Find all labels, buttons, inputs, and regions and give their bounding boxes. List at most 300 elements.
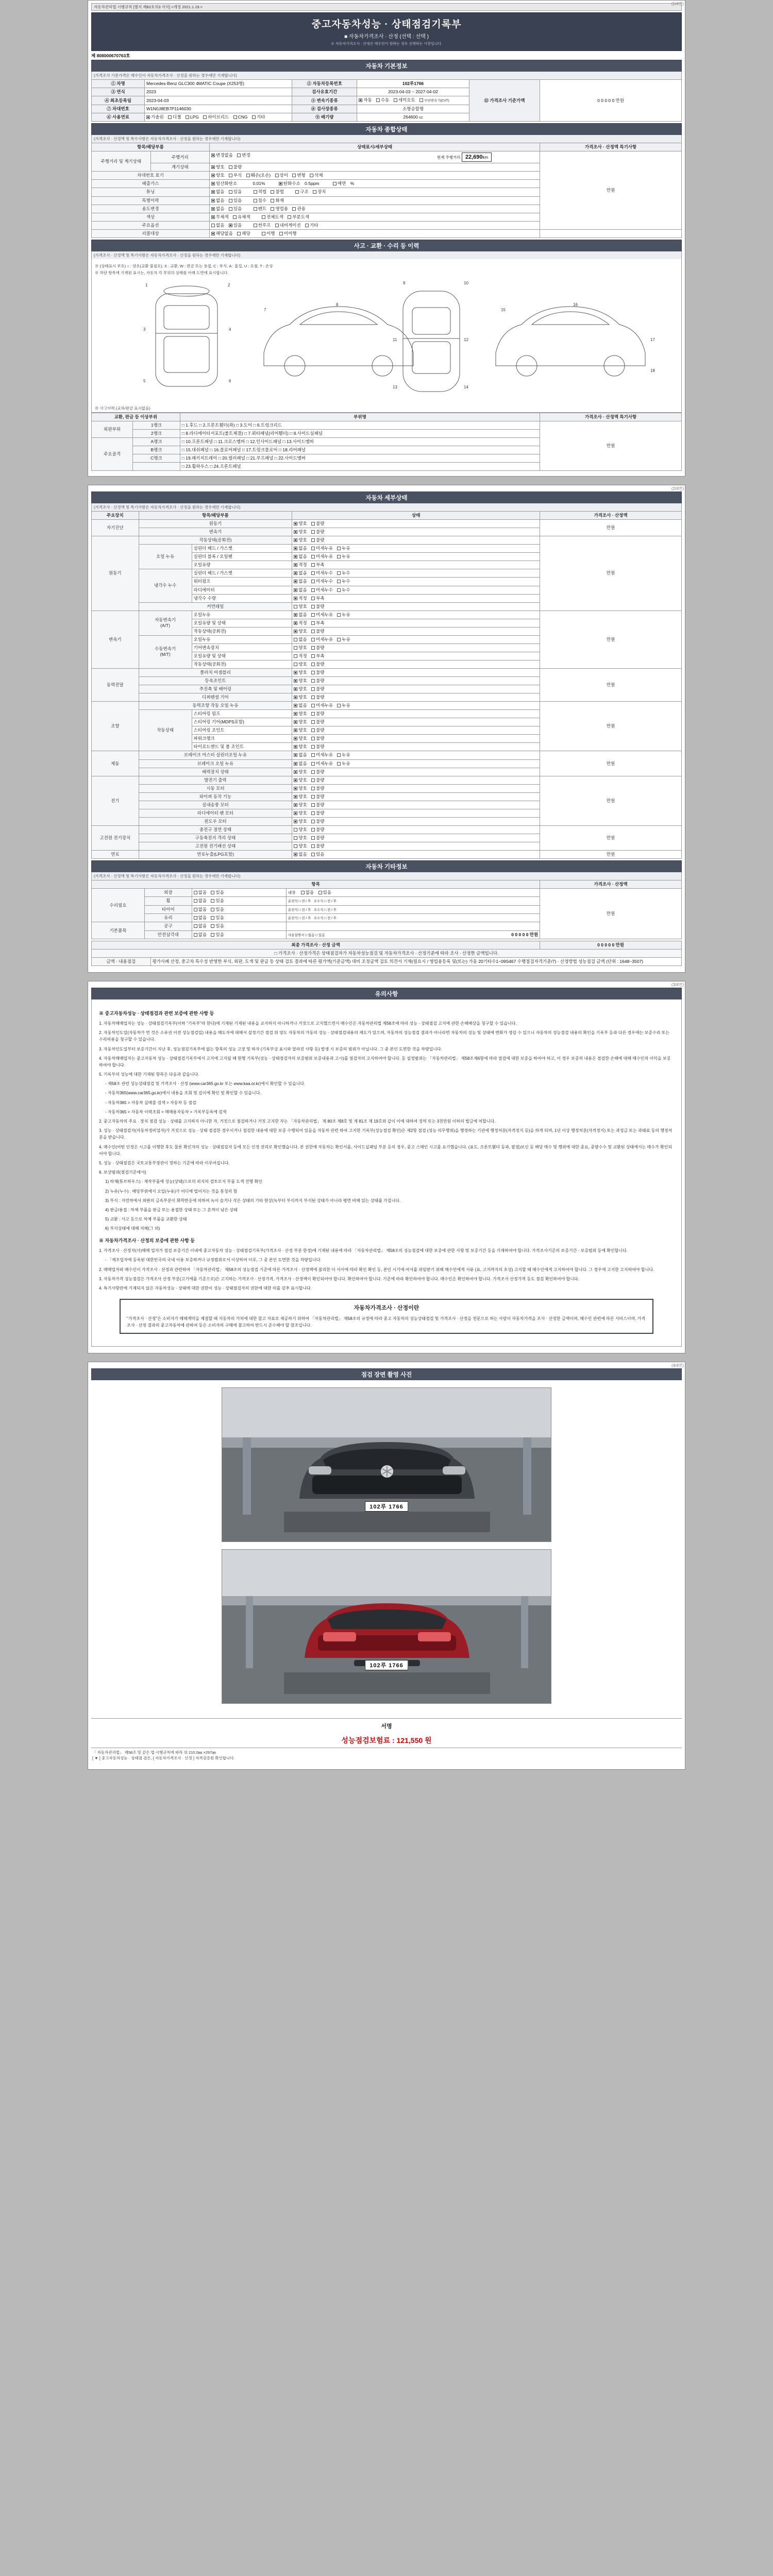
- detail-state-battery-iso: 양호 불량: [292, 834, 540, 842]
- checkbox-psl-leak[interactable]: [337, 704, 341, 707]
- checkbox-ext-yes[interactable]: [211, 891, 214, 894]
- detail-price-steering: 만원: [540, 702, 682, 751]
- checkbox-cp-good[interactable]: [294, 828, 297, 832]
- fee-value: 121,550 원: [396, 1736, 432, 1745]
- value-first-reg: 2023-04-03: [145, 96, 292, 105]
- detail-part-coolant-amount: 냉각수 수량: [192, 594, 292, 602]
- diagram-number: 12: [464, 337, 468, 342]
- value-car-name: Mercedes-Benz GLC300 4MATIC Coupe (X253형): [145, 80, 292, 88]
- checkbox-mt-none[interactable]: [294, 638, 297, 641]
- checkbox-tuning-none[interactable]: [211, 190, 215, 194]
- detail-part-oil-amount: 오일유량: [192, 561, 292, 569]
- checkbox-mileage-change[interactable]: [237, 154, 241, 157]
- footer-note-2: [ ▼ ] 중고자동차성능 · 상태점 검은, [ 자동차가격조사 · 산정 ] 자격검증원 확인합니다.: [92, 1755, 235, 1760]
- checkbox-blower-bad[interactable]: [311, 803, 315, 807]
- notice-heading-2: ※ 자동차가격조사 · 산정의 보증에 관한 사항 등: [99, 1238, 195, 1244]
- checkbox-mtg-bad[interactable]: [311, 646, 315, 650]
- notice-item: 4. 특기사항란에 기재되지 않은 자동차성능 · 상태에 대한 권한이 성능 · 상태점검자의 권한에 대한 의를 갖추 표시합니다.: [99, 1286, 312, 1291]
- checkbox-tire-none[interactable]: [194, 908, 197, 911]
- checkbox-hg-none[interactable]: [294, 547, 297, 550]
- checkbox-wiper-good[interactable]: [294, 795, 297, 799]
- section-overall-note: (가격조사 · 산정액 및 특수사항은 자동차가격조사 · 산정을 원하는 경우에만 기재합니다): [91, 135, 682, 143]
- checkbox-color-chromatic[interactable]: [233, 215, 237, 219]
- header-detail-device: 주요장치: [92, 512, 139, 520]
- detail-state-at-amount: 적정 부족: [292, 619, 540, 627]
- notice-item: 5. 기록부의 성능에 대한 기재된 항목은 다음과 같습니다.: [99, 1072, 199, 1077]
- other-part-wheel: 휠: [145, 897, 192, 905]
- checkbox-sd-trans-bad[interactable]: [311, 530, 315, 534]
- checkbox-recall-yes[interactable]: [237, 232, 241, 235]
- checkbox-rf-good[interactable]: [294, 811, 297, 815]
- checkbox-ata-ok[interactable]: [294, 621, 297, 625]
- checkbox-fuel-diesel[interactable]: [168, 115, 172, 119]
- checkbox-bst-good[interactable]: [294, 770, 297, 774]
- checkbox-oa-low[interactable]: [311, 563, 315, 567]
- checkbox-trans-semi[interactable]: [394, 98, 397, 102]
- frame-rank-4: B랭크: [133, 446, 180, 454]
- section-detail-state: 자동차 세부상태: [91, 492, 682, 503]
- checkbox-bo-none[interactable]: [294, 762, 297, 766]
- checkbox-special-yes[interactable]: [229, 199, 232, 202]
- checkbox-oa-ok[interactable]: [294, 563, 297, 567]
- diagram-number: 1: [145, 282, 148, 287]
- checkbox-mc-leak[interactable]: [337, 753, 341, 757]
- row-sublabel-mileage: 주행거리: [150, 151, 210, 163]
- checkbox-option-navi[interactable]: [275, 224, 279, 227]
- checkbox-clutch-bad[interactable]: [311, 671, 315, 674]
- frame-damage-table: [91, 413, 682, 471]
- inspection-photo-rear: [222, 1549, 551, 1704]
- row-value-options: 없음 있음 썬루프 내비게이션 기타: [210, 221, 540, 229]
- row-label-vin-mark: 차대번호 표기: [92, 172, 210, 180]
- checkbox-special-flood[interactable]: [254, 199, 257, 202]
- checkbox-fuel-cng[interactable]: [233, 115, 237, 119]
- checkbox-tuning-structure[interactable]: [295, 190, 299, 194]
- checkbox-bp-minor[interactable]: [311, 555, 315, 558]
- checkbox-recall-done[interactable]: [262, 232, 265, 235]
- row-value-mileage: 변경없음 변경 현재 주행거리 22,690km: [210, 151, 540, 163]
- checkbox-st-bad[interactable]: [311, 787, 315, 790]
- checkbox-at-minor[interactable]: [311, 613, 315, 617]
- car-damage-diagram: [94, 276, 679, 404]
- checkbox-wp-leak[interactable]: [337, 580, 341, 583]
- checkbox-cp-bad[interactable]: [311, 828, 315, 832]
- total-price-table: [91, 941, 682, 966]
- checkbox-option-none[interactable]: [211, 224, 215, 227]
- row-label-mileage: 주행거리 및 계기상태: [92, 151, 151, 172]
- checkbox-tuning-illegal[interactable]: [271, 190, 274, 194]
- basic-info-table: [91, 79, 682, 122]
- header-frame-part: 교환, 판금 등 이상부위: [92, 413, 180, 421]
- detail-state-mt-amount: 적정 부족: [292, 652, 540, 660]
- checkbox-psl-none[interactable]: [294, 704, 297, 707]
- checkbox-ext-none[interactable]: [194, 891, 197, 894]
- checkbox-int-none[interactable]: [301, 891, 305, 894]
- checkbox-option-sunroof[interactable]: [254, 224, 257, 227]
- notice-heading-1: ※ 중고자동차성능 · 상태점검과 관련 보증에 관한 사항 등: [99, 1011, 214, 1016]
- detail-state-mt-idle: 양호 불량: [292, 660, 540, 668]
- row-value-special-history: 없음 있음 침수 화재: [210, 196, 540, 205]
- checkbox-option-yes[interactable]: [229, 224, 232, 227]
- notice-item: 3. 자동차인도일부터 보증기간이 지난 후, 성능점검기록부에 없는 항목의 성능 고장 및 하자 (기록부상 표시와 달라진 사항 등) 발생 시 보증의 범위가 아닙니다. 그 중 본인 도면한 것을 차량입니다.: [99, 1046, 443, 1052]
- checkbox-ch-leak[interactable]: [337, 571, 341, 575]
- checkbox-sd-trans-good[interactable]: [294, 530, 297, 534]
- detail-state-coolant-head: 없음 미세누수 누수: [292, 569, 540, 578]
- recall-price-cell: [540, 229, 682, 238]
- checkbox-emission-co[interactable]: [211, 182, 215, 185]
- car-diagram-svg: [94, 276, 671, 404]
- checkbox-sj-good[interactable]: [294, 728, 297, 732]
- checkbox-bi-good[interactable]: [294, 836, 297, 840]
- checkbox-tr-good[interactable]: [294, 745, 297, 749]
- checkbox-diff-bad[interactable]: [311, 696, 315, 699]
- checkbox-st-good[interactable]: [294, 787, 297, 790]
- checkbox-ati-good[interactable]: [294, 630, 297, 633]
- detail-part-idle: 작동상태(공회전): [139, 536, 292, 545]
- checkbox-tri-yes[interactable]: [211, 933, 214, 937]
- notice-body: [91, 999, 682, 1347]
- total-amount-cell: 0 0 0 0 0 만원: [540, 941, 682, 949]
- frame-rank-1: 1랭크: [133, 421, 180, 429]
- section-detail-note: (가격조사 · 산정액 및 특기사항은 자동차가격조사 · 산정을 원하는 경우에만 기재합니다): [91, 503, 682, 511]
- checkbox-sd-engine-bad[interactable]: [311, 522, 315, 526]
- checkbox-diff-good[interactable]: [294, 696, 297, 699]
- signature-label: 서명: [381, 1723, 392, 1730]
- notice-item: 3) 부식 : 자연차에서 외판의 금속부분이 화학반응에 의하여 녹이 슬거나 삭은 상태의 기타 현상(녹부터 부식까지 부식된 상태가 아니라 평면 비해 있는 상태를 가집니다.: [105, 1198, 401, 1203]
- checkbox-tuning-legal[interactable]: [254, 190, 257, 194]
- checkbox-rad-leak[interactable]: [337, 588, 341, 592]
- checkbox-bo-leak[interactable]: [337, 762, 341, 766]
- section-other-note: (가격조사 · 산정액 및 특기사항은 자동차가격조사 · 산정을 원하는 경우에만 기재합니다): [91, 872, 682, 880]
- checkbox-vin-damage[interactable]: [246, 174, 250, 177]
- label-type: ⑧ 검사장종류: [292, 105, 357, 113]
- document-title-bar: [91, 12, 682, 51]
- checkbox-ch-minor[interactable]: [311, 571, 315, 575]
- checkbox-gauge-good[interactable]: [211, 165, 215, 169]
- checkbox-rf-bad[interactable]: [311, 811, 315, 815]
- checkbox-tri-none[interactable]: [194, 933, 197, 937]
- checkbox-hw-bad[interactable]: [311, 844, 315, 848]
- detail-state-at-leak: 없음 미세누유 누유: [292, 611, 540, 619]
- frame-rank-6: [133, 463, 180, 471]
- checkbox-usage-gov[interactable]: [292, 207, 296, 211]
- row-sublabel-gauge: 계기상태: [150, 163, 210, 172]
- checkbox-cv-bad[interactable]: [311, 679, 315, 683]
- notice-item: 5. 성능 · 상태점검은 국토교통부장관이 정하는 기준에 따라 이루어집니다.: [99, 1160, 230, 1165]
- detail-part-trans: 변속기: [139, 528, 292, 536]
- checkbox-sp-bad[interactable]: [311, 712, 315, 716]
- checkbox-tuning-device[interactable]: [313, 190, 316, 194]
- checkbox-wp-none[interactable]: [294, 580, 297, 583]
- checkbox-idle-good[interactable]: [294, 538, 297, 542]
- checkbox-fuel-hybrid[interactable]: [203, 115, 207, 119]
- frame-text-3: □ 10.프론트패널 □ 11.크로스멤버 □ 12.인사이드패널 □ 13.사이드멤버: [180, 437, 540, 446]
- detail-part-at-amount: 오일유량 및 상태: [192, 619, 292, 627]
- detail-part-alternator: 발전기 출력: [139, 776, 292, 784]
- row-value-usage-change: 없음 있음 렌트 영업용 관용: [210, 205, 540, 213]
- notice-item: - 자동차365(www.car365.go.kr)에서 내용을 조회 및 길이에 확인 및 확인할 수 있습니다.: [105, 1091, 261, 1096]
- row-value-emission: 일산화탄소 0.01% 탄화수소 0.5ppm 매연 %: [210, 180, 540, 188]
- checkbox-wiper-bad[interactable]: [311, 795, 315, 799]
- checkbox-trans-manual[interactable]: [376, 98, 380, 102]
- notice-item: - 자동차365 > 자동차 실매물 검색 > 자동차 등 점검: [105, 1100, 196, 1105]
- checkbox-color-achromatic[interactable]: [211, 215, 215, 219]
- detail-state-steer-gear: 양호 불량: [292, 718, 540, 726]
- detail-part-wiper: 와이퍼 동작 기능: [139, 792, 292, 801]
- checkbox-mta-ok[interactable]: [294, 654, 297, 658]
- checkbox-int-yes[interactable]: [318, 891, 322, 894]
- checkbox-mtg-good[interactable]: [294, 646, 297, 650]
- checkbox-emission-smoke[interactable]: [333, 182, 337, 185]
- checkbox-option-etc[interactable]: [305, 224, 309, 227]
- detail-price-powertrain: 만원: [540, 668, 682, 701]
- checkbox-mti-bad[interactable]: [311, 663, 315, 666]
- checkbox-mta-low[interactable]: [311, 654, 315, 658]
- checkbox-bp-leak[interactable]: [337, 555, 341, 558]
- diagram-number: 15: [501, 307, 506, 312]
- checkbox-ps-bad[interactable]: [311, 687, 315, 691]
- detail-group-powertrain: 동력전달: [92, 668, 139, 701]
- price-survey-definition-box: [120, 1299, 653, 1334]
- detail-state-brake-oil: 없음 미세누유 누유: [292, 759, 540, 768]
- checkbox-tire-yes[interactable]: [211, 908, 214, 911]
- detail-state-diff: 양호 불량: [292, 693, 540, 702]
- checkbox-wm-bad[interactable]: [311, 820, 315, 823]
- checkbox-usage-business[interactable]: [271, 207, 274, 211]
- checkbox-mileage-nochange[interactable]: [211, 154, 215, 157]
- detail-state-at-idle: 양호 불량: [292, 627, 540, 635]
- detail-part-radiator: 라디에이터: [192, 586, 292, 594]
- accident-diagram-wrap: [91, 259, 682, 413]
- checkbox-sj-bad[interactable]: [311, 728, 315, 732]
- section-overall-state: 자동차 종합상태: [91, 123, 682, 135]
- checkbox-fuel-etc[interactable]: [252, 115, 256, 119]
- checkbox-pc-good[interactable]: [294, 737, 297, 740]
- checkbox-ati-bad[interactable]: [311, 630, 315, 633]
- section-accident-history: 사고 · 교환 · 수리 등 이력: [91, 240, 682, 251]
- checkbox-fuel-lpg[interactable]: [186, 115, 189, 119]
- document-number: 제 808000670763호: [91, 53, 130, 59]
- checkbox-tools-yes[interactable]: [211, 924, 214, 928]
- checkbox-vin-delete[interactable]: [310, 174, 313, 177]
- form-legal-notice: 자동차관리법 시행규칙 [별지 제82호의3 서식] <개정 2021.1.19.>: [91, 3, 682, 11]
- checkbox-alt-bad[interactable]: [311, 778, 315, 782]
- detail-part-block-pan: 실린더 블록 / 오일팬: [192, 553, 292, 561]
- checkbox-wheel-yes[interactable]: [211, 899, 214, 903]
- checkbox-bo-minor[interactable]: [311, 762, 315, 766]
- checkbox-ps-good[interactable]: [294, 687, 297, 691]
- label-reg-no: ② 자동차등록번호: [292, 80, 357, 88]
- checkbox-bst-bad[interactable]: [311, 770, 315, 774]
- checkbox-mt-minor[interactable]: [311, 638, 315, 641]
- price-survey-box-title: 자동차가격조사 · 산정이란: [354, 1305, 419, 1312]
- other-part-tire: 타이어: [145, 905, 192, 913]
- checkbox-recall-none[interactable]: [211, 232, 215, 235]
- checkbox-bi-bad[interactable]: [311, 836, 315, 840]
- checkbox-hg-leak[interactable]: [337, 547, 341, 550]
- detail-state-ps-leak: 없음 미세누유 누유: [292, 702, 540, 710]
- checkbox-at-none[interactable]: [294, 613, 297, 617]
- other-state-manual: 사용설명서 □ 없음 □ 있음 0 0 0 0 0 만원: [286, 930, 540, 939]
- total-price-label-text: 금액 · 내용점검: [106, 959, 136, 964]
- checkbox-usage-yes[interactable]: [229, 207, 232, 211]
- checkbox-recall-notdone[interactable]: [279, 232, 283, 235]
- checkbox-color-partpaint[interactable]: [288, 215, 291, 219]
- checkbox-tools-none[interactable]: [194, 924, 197, 928]
- corner-tag-3: (3/4면): [671, 982, 684, 988]
- detail-state-window-motor: 양호 불량: [292, 817, 540, 825]
- checkbox-ch-none[interactable]: [294, 571, 297, 575]
- detail-price-fuel: 만원: [540, 851, 682, 859]
- checkbox-vin-good[interactable]: [211, 174, 215, 177]
- checkbox-usage-none[interactable]: [211, 207, 215, 211]
- detail-sub-oilleak: 오일 누유: [139, 545, 192, 569]
- checkbox-emission-hc[interactable]: [279, 182, 282, 185]
- row-label-tuning: 튜닝: [92, 188, 210, 196]
- detail-state-steer-joint: 양호 불량: [292, 726, 540, 735]
- detail-state-cvjoint: 양호 불량: [292, 677, 540, 685]
- checkbox-at-leak[interactable]: [337, 613, 341, 617]
- detail-part-at-idle: 작동상태(공회전): [192, 627, 292, 635]
- detail-price-brake: 만원: [540, 751, 682, 776]
- detail-state-booster: 양호 불량: [292, 768, 540, 776]
- value-validity: 2023-04-03 ~ 2027-04-02: [357, 88, 469, 96]
- checkbox-cr-bad[interactable]: [311, 605, 315, 608]
- checkbox-vin-diff[interactable]: [275, 174, 279, 177]
- detail-sub-coolant: 냉각수 누수: [139, 569, 192, 602]
- checkbox-blower-good[interactable]: [294, 803, 297, 807]
- other-state-triangle: 없음 있음: [192, 930, 286, 939]
- detail-state-block-pan: 없음 미세누유 누유: [292, 553, 540, 561]
- checkbox-glass-yes[interactable]: [211, 916, 214, 920]
- diagram-note-left: ※ 사고이력 (교차/판금 표시없음): [95, 405, 150, 411]
- detail-price-hv: 만원: [540, 825, 682, 850]
- checkbox-cr-good[interactable]: [294, 605, 297, 608]
- other-state-glass-pos: 운전석 □ 전 / 후 조수석 □ 전 / 후: [286, 914, 540, 922]
- notice-item: 3. 성능 · 상태점검자(자동차정비업자)가 거짓으로 성능 · 상태 점검한 경우이거나 점검한 내용에 대한 보증 수행되어 있음을 자동차 관련 하여 고지한 기록부(성능점검 확인)은 제2항 점검 (성능 의무행위)을 행정하는 기관에 행정처분(자격정지 등)을 하게 되며, 1년 이상 행정처분(자격정지) 또는 과징금 또는 과태료 등의 행정처분을 받습니다.: [99, 1128, 673, 1140]
- checkbox-wheel-none[interactable]: [194, 899, 197, 903]
- checkbox-tuning-yes[interactable]: [229, 190, 232, 194]
- detail-part-mt-idle: 작동상태(공회전): [192, 660, 292, 668]
- checkbox-cv-good[interactable]: [294, 679, 297, 683]
- checkbox-sg-bad[interactable]: [311, 720, 315, 724]
- detail-price-selfdiag: 만원: [540, 520, 682, 536]
- checkbox-psl-minor[interactable]: [311, 704, 315, 707]
- label-validity: 검사유효기간: [292, 88, 357, 96]
- checkbox-wp-minor[interactable]: [311, 580, 315, 583]
- checkbox-sp-good[interactable]: [294, 712, 297, 716]
- displacement-unit: cc: [419, 114, 423, 120]
- detail-state-selfdiag-engine: 양호 불량: [292, 520, 540, 528]
- signature-area: [91, 1718, 682, 1732]
- detail-sub-manual: 수동변속기 (M/T): [139, 635, 192, 668]
- checkbox-rad-none[interactable]: [294, 588, 297, 592]
- checkbox-idle-bad[interactable]: [311, 538, 315, 542]
- photo-rear-illustration: [222, 1550, 551, 1704]
- header-total-price: [92, 941, 540, 949]
- diagram-number: 13: [393, 384, 397, 389]
- total-header-text: 최종 가격조사 · 산정 금액: [291, 942, 340, 947]
- total-price-label: [92, 958, 151, 966]
- diagram-number: 18: [650, 368, 655, 373]
- checkbox-special-fire[interactable]: [271, 199, 274, 202]
- diagram-legend-1: ※ (상태표시 부호) ○ : 양호(교환 불필요), X : 교환, W : 판금 또는 용접, C : 부식, A : 흠집, U : 요철, T : 손상: [95, 263, 273, 268]
- checkbox-hw-good[interactable]: [294, 844, 297, 848]
- notice-item: 2. 자동차인도일(자동차가 먼 것은 소유권 이전 성능점검일) 내용을 매도자에 대해서 설정기간 점검 위 양도 자동차의 가동의 성능 · 상태점검내용의 제도가 있으며, 자동차의 성능점검 결과가 아니라면 자동차의 성능 및 상태에 변화가 생길 수 있으니 자동차의 성능점검 내용의 확인을 기록부 등과 다른 경우에는 보증수리 또는 수리비용을 청구할 수 있습니다.: [99, 1030, 670, 1042]
- checkbox-vin-corrosion[interactable]: [229, 174, 232, 177]
- detail-part-master-cyl: 브레이크 마스터 실린더오일 누유: [139, 751, 292, 759]
- detail-sub-auto: 자동변속기 (A/T): [139, 611, 192, 635]
- value-year: 2023: [145, 88, 292, 96]
- checkbox-ata-low[interactable]: [311, 621, 315, 625]
- diagram-number: 10: [464, 280, 468, 285]
- page-title: 중고자동차성능 · 상태점검기록부: [311, 19, 462, 30]
- page-2: [88, 485, 685, 973]
- checkbox-fuel-gasoline[interactable]: [146, 115, 150, 119]
- detail-part-blower: 실내송풍 모터: [139, 801, 292, 809]
- checkbox-color-fullpaint[interactable]: [262, 215, 265, 219]
- header-detail-part: 항목/해당부품: [139, 512, 292, 520]
- checkbox-sd-engine-good[interactable]: [294, 522, 297, 526]
- detail-state-radiator: 없음 미세누수 누수: [292, 586, 540, 594]
- checkbox-wm-good[interactable]: [294, 820, 297, 823]
- other-price-cell: 만원: [540, 889, 682, 939]
- notice-item: 1. 자동차매매업자는 성능 · 상태점검기록부(이하 "기록부"라 한다)에 기재된 기재된 내용을 교지하지 아니하거나 거짓으로 고지했으면서 매수인은 자동차관리법 제58조에 따라 성능 · 상태점검 고지에 관한 손해배상을 청구할 수 있습니다.: [99, 1021, 517, 1026]
- checkbox-rad-minor[interactable]: [311, 588, 315, 592]
- frame-text-2: □ 8.라디에이터서포트(볼트체결) □ 7.쿼터패널(리어휀더) □ 9.사이드실패널: [180, 429, 540, 437]
- checkbox-gauge-bad[interactable]: [229, 165, 232, 169]
- checkbox-pc-bad[interactable]: [311, 737, 315, 740]
- checkbox-glass-none[interactable]: [194, 916, 197, 920]
- notice-item: 2) 누유(누수) : 해당부위에서 오일(누유)가 어디에 떨어지는 것을 통칭의 함: [105, 1189, 238, 1194]
- checkbox-usage-rent[interactable]: [254, 207, 257, 211]
- checkbox-ca-ok[interactable]: [294, 597, 297, 600]
- label-displacement: ⑨ 배기량: [292, 113, 357, 121]
- checkbox-vin-deform[interactable]: [292, 174, 296, 177]
- checkbox-mc-minor[interactable]: [311, 753, 315, 757]
- detail-part-power-crank: 파워크랭크: [192, 735, 292, 743]
- checkbox-clutch-good[interactable]: [294, 671, 297, 674]
- detail-state-hv-wiring: 양호 불량: [292, 842, 540, 850]
- checkbox-mt-leak[interactable]: [337, 638, 341, 641]
- diagram-number: 14: [464, 384, 468, 389]
- detail-state-mt-leak: 없음 미세누유 누유: [292, 635, 540, 643]
- checkbox-sg-good[interactable]: [294, 720, 297, 724]
- label-price-base: ⑫ 가격조사 기준가액: [469, 80, 540, 122]
- checkbox-trans-cvt[interactable]: [419, 98, 423, 102]
- checkbox-fl-none[interactable]: [294, 853, 297, 856]
- row-value-color: 무채색 유채색 전체도색 부분도색: [210, 213, 540, 221]
- checkbox-tr-bad[interactable]: [311, 745, 315, 749]
- checkbox-special-none[interactable]: [211, 199, 215, 202]
- corner-tag-4: (4/4면): [671, 1363, 684, 1368]
- checkbox-fl-yes[interactable]: [311, 853, 315, 856]
- corner-tag: (1/4면): [671, 2, 684, 6]
- checkbox-alt-good[interactable]: [294, 778, 297, 782]
- detail-price-engine: 만원: [540, 536, 682, 611]
- checkbox-hg-minor[interactable]: [311, 547, 315, 550]
- value-reg-no: 102루1766: [357, 80, 469, 88]
- detail-part-engine: 원동기: [139, 520, 292, 528]
- checkbox-ca-low[interactable]: [311, 597, 315, 600]
- checkbox-mc-none[interactable]: [294, 753, 297, 757]
- other-state-wheel: 없음 있음: [192, 897, 286, 905]
- notice-item: 4. 자동차매매업자는 중고자동차 성능 · 상태점검기록부에서 고지에 고지될 때 현행 기록부(성능 · 상태점검자의 보증범위 보증내용과 고시)를 점검자의 고지하여야 합니다. 등 설정범위는 「자동차관리법」 제58조제6항에 따라 점검에 대한 보증을 하여야 하고, 이 경우 보증의 내용은 점검한 손해에 대해 매수인의 이익을 보증하여야 합니다.: [99, 1056, 671, 1067]
- checkbox-mti-good[interactable]: [294, 663, 297, 666]
- checkbox-trans-auto[interactable]: [359, 98, 362, 102]
- detail-group-engine: 원동기: [92, 536, 139, 611]
- checkbox-bp-none[interactable]: [294, 555, 297, 558]
